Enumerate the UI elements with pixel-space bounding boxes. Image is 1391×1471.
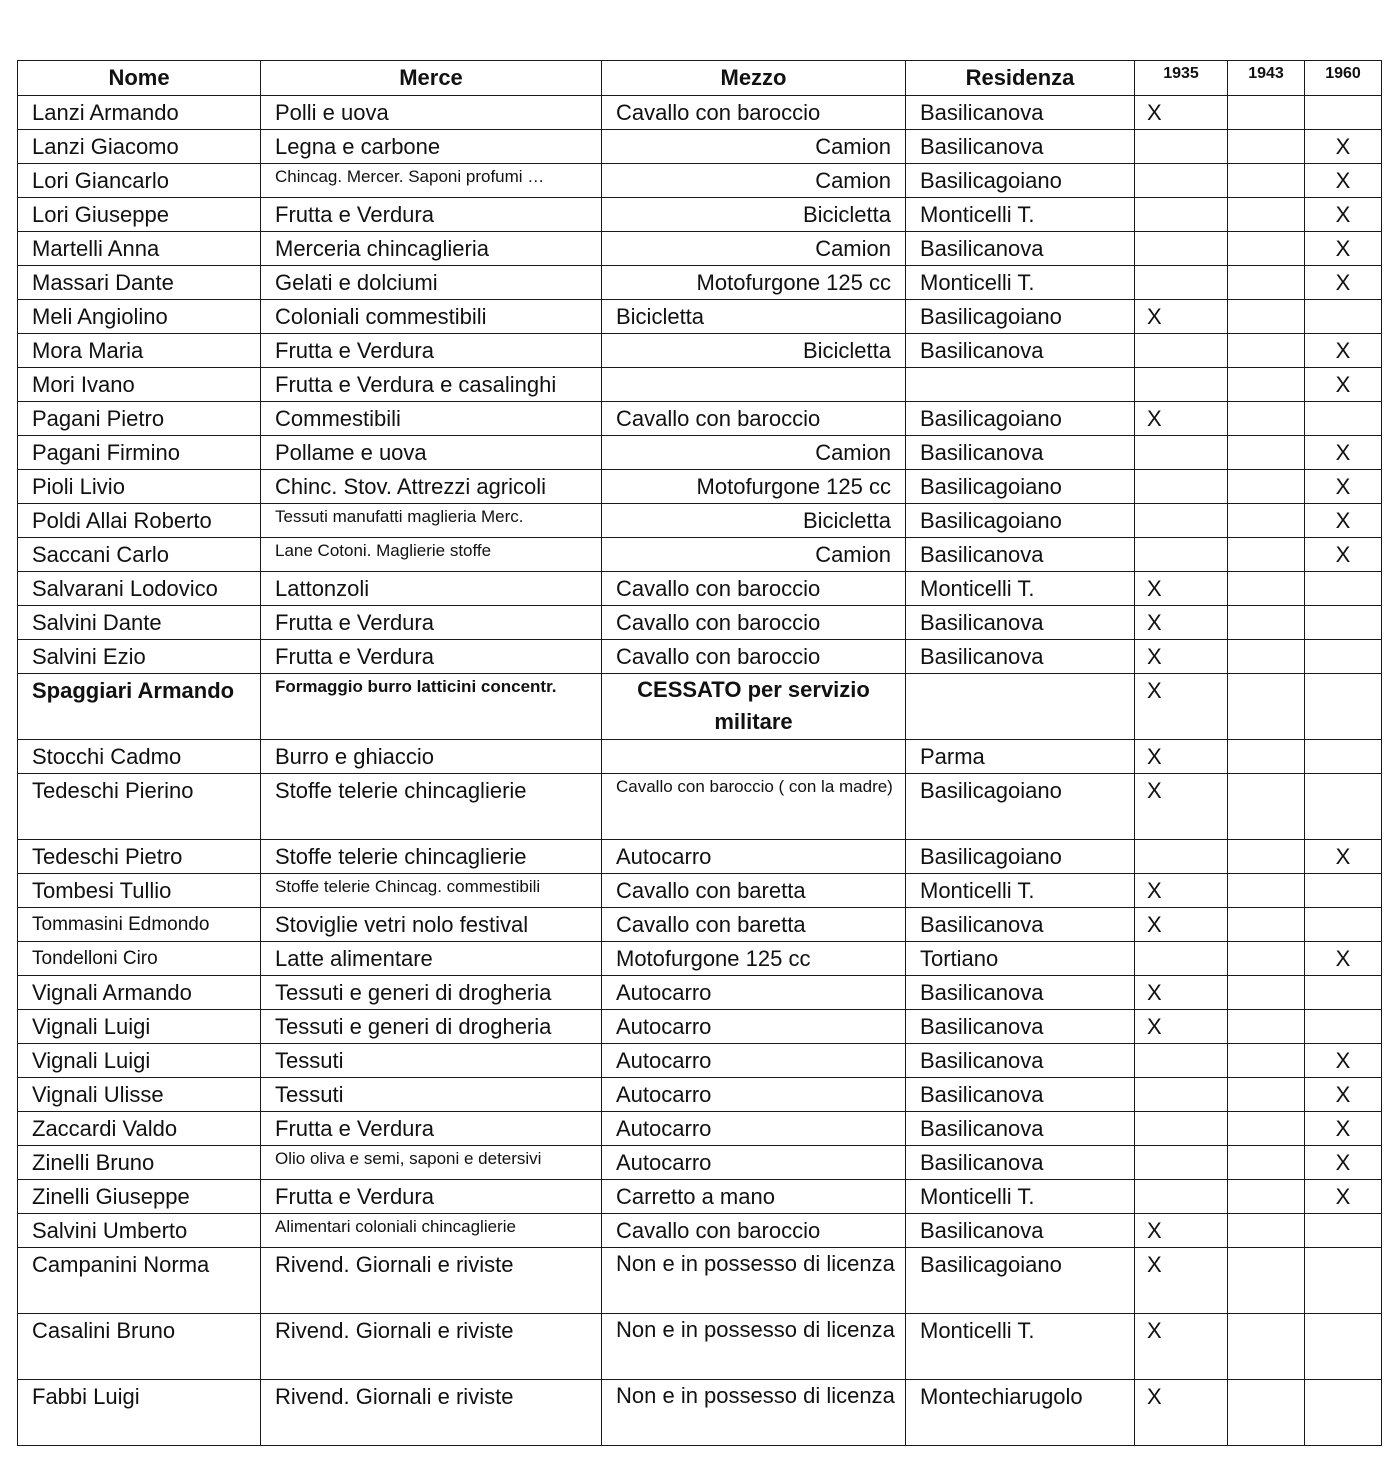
cell-y1935 bbox=[1135, 470, 1228, 504]
cell-y1960 bbox=[1305, 674, 1382, 740]
table-row bbox=[18, 504, 1382, 538]
cell-y1960: X bbox=[1305, 1180, 1382, 1214]
cell-y1960: X bbox=[1305, 1044, 1382, 1078]
table-row bbox=[18, 1010, 1382, 1044]
header-1943: 1943 bbox=[1228, 61, 1305, 96]
table-row bbox=[18, 1314, 1382, 1380]
cell-y1960: X bbox=[1305, 368, 1382, 402]
cell-y1943 bbox=[1228, 1380, 1305, 1446]
cell-merce: Commestibili bbox=[261, 402, 602, 436]
cell-nome: Lori Giancarlo bbox=[18, 164, 261, 198]
cell-y1943 bbox=[1228, 300, 1305, 334]
cell-y1935: X bbox=[1135, 402, 1228, 436]
cell-nome: Tommasini Edmondo bbox=[18, 908, 261, 942]
cell-mezzo: Bicicletta bbox=[602, 334, 906, 368]
cell-residenza: Basilicanova bbox=[906, 976, 1135, 1010]
cell-residenza: Basilicanova bbox=[906, 606, 1135, 640]
cell-y1943 bbox=[1228, 266, 1305, 300]
table-row bbox=[18, 232, 1382, 266]
cell-y1935 bbox=[1135, 504, 1228, 538]
cell-y1960 bbox=[1305, 1314, 1382, 1380]
cell-nome: Vignali Luigi bbox=[18, 1044, 261, 1078]
table-row bbox=[18, 334, 1382, 368]
table-row bbox=[18, 1078, 1382, 1112]
cell-mezzo: Cavallo con baroccio bbox=[602, 1214, 906, 1248]
cell-residenza: Basilicagoiano bbox=[906, 504, 1135, 538]
cell-merce: Tessuti manufatti maglieria Merc. bbox=[261, 504, 602, 538]
cell-merce: Polli e uova bbox=[261, 96, 602, 130]
cell-residenza bbox=[906, 674, 1135, 740]
cell-y1935 bbox=[1135, 1044, 1228, 1078]
cell-mezzo: Bicicletta bbox=[602, 198, 906, 232]
cell-y1960 bbox=[1305, 402, 1382, 436]
cell-mezzo: Bicicletta bbox=[602, 504, 906, 538]
cell-y1960 bbox=[1305, 1010, 1382, 1044]
table-row bbox=[18, 130, 1382, 164]
table-row bbox=[18, 538, 1382, 572]
cell-y1943 bbox=[1228, 740, 1305, 774]
table-row bbox=[18, 198, 1382, 232]
cell-mezzo: Camion bbox=[602, 130, 906, 164]
cell-y1935 bbox=[1135, 368, 1228, 402]
cell-y1943 bbox=[1228, 130, 1305, 164]
cell-mezzo: Autocarro bbox=[602, 976, 906, 1010]
cell-residenza: Basilicanova bbox=[906, 640, 1135, 674]
cell-y1935: X bbox=[1135, 1010, 1228, 1044]
cell-y1960: X bbox=[1305, 840, 1382, 874]
cell-nome: Saccani Carlo bbox=[18, 538, 261, 572]
table-row bbox=[18, 470, 1382, 504]
cell-nome: Mori Ivano bbox=[18, 368, 261, 402]
cell-y1960: X bbox=[1305, 130, 1382, 164]
cell-nome: Salvarani Lodovico bbox=[18, 572, 261, 606]
cell-y1935 bbox=[1135, 130, 1228, 164]
cell-y1935: X bbox=[1135, 1314, 1228, 1380]
cell-mezzo: Camion bbox=[602, 538, 906, 572]
cell-nome: Lori Giuseppe bbox=[18, 198, 261, 232]
cell-nome: Poldi Allai Roberto bbox=[18, 504, 261, 538]
cell-y1943 bbox=[1228, 572, 1305, 606]
cell-y1935 bbox=[1135, 840, 1228, 874]
cell-merce: Chinc. Stov. Attrezzi agricoli bbox=[261, 470, 602, 504]
cell-y1960: X bbox=[1305, 470, 1382, 504]
cell-mezzo: Bicicletta bbox=[602, 300, 906, 334]
cell-nome: Pioli Livio bbox=[18, 470, 261, 504]
cell-y1960 bbox=[1305, 1214, 1382, 1248]
cell-y1943 bbox=[1228, 504, 1305, 538]
table-row bbox=[18, 942, 1382, 976]
cell-y1943 bbox=[1228, 1214, 1305, 1248]
cell-y1943 bbox=[1228, 1010, 1305, 1044]
cell-y1960 bbox=[1305, 908, 1382, 942]
cell-merce: Latte alimentare bbox=[261, 942, 602, 976]
cell-y1935: X bbox=[1135, 908, 1228, 942]
cell-y1960: X bbox=[1305, 538, 1382, 572]
cell-residenza: Basilicanova bbox=[906, 908, 1135, 942]
cell-nome: Massari Dante bbox=[18, 266, 261, 300]
cell-y1935: X bbox=[1135, 1380, 1228, 1446]
cell-y1943 bbox=[1228, 774, 1305, 840]
cell-residenza: Basilicagoiano bbox=[906, 300, 1135, 334]
cell-residenza: Basilicanova bbox=[906, 130, 1135, 164]
cell-y1960: X bbox=[1305, 942, 1382, 976]
table-row bbox=[18, 96, 1382, 130]
cell-nome: Tedeschi Pietro bbox=[18, 840, 261, 874]
cell-mezzo: Cavallo con baroccio bbox=[602, 96, 906, 130]
cell-y1935: X bbox=[1135, 1248, 1228, 1314]
cell-residenza: Basilicanova bbox=[906, 1044, 1135, 1078]
cell-y1943 bbox=[1228, 674, 1305, 740]
cell-y1935: X bbox=[1135, 300, 1228, 334]
cell-y1960: X bbox=[1305, 198, 1382, 232]
cell-mezzo: Non e in possesso di licenza bbox=[602, 1380, 906, 1446]
cell-merce: Frutta e Verdura bbox=[261, 334, 602, 368]
table-row bbox=[18, 1380, 1382, 1446]
cell-y1960 bbox=[1305, 740, 1382, 774]
cell-merce: Stoviglie vetri nolo festival bbox=[261, 908, 602, 942]
cell-merce: Stoffe telerie chincaglierie bbox=[261, 840, 602, 874]
cell-residenza: Basilicagoiano bbox=[906, 1248, 1135, 1314]
cell-residenza: Monticelli T. bbox=[906, 1180, 1135, 1214]
cell-merce: Merceria chincaglieria bbox=[261, 232, 602, 266]
cell-mezzo: Motofurgone 125 cc bbox=[602, 266, 906, 300]
table-row bbox=[18, 1214, 1382, 1248]
cell-mezzo: Autocarro bbox=[602, 1078, 906, 1112]
table-row bbox=[18, 976, 1382, 1010]
table-row bbox=[18, 840, 1382, 874]
cell-merce: Chincag. Mercer. Saponi profumi … bbox=[261, 164, 602, 198]
table-row bbox=[18, 674, 1382, 740]
cell-y1960 bbox=[1305, 640, 1382, 674]
cell-residenza: Basilicanova bbox=[906, 436, 1135, 470]
cell-nome: Tondelloni Ciro bbox=[18, 942, 261, 976]
cell-mezzo: Cavallo con baroccio ( con la madre) bbox=[602, 774, 906, 840]
cell-mezzo: Cavallo con baretta bbox=[602, 874, 906, 908]
cell-y1935: X bbox=[1135, 976, 1228, 1010]
cell-y1943 bbox=[1228, 96, 1305, 130]
header-1935: 1935 bbox=[1135, 61, 1228, 96]
cell-residenza: Monticelli T. bbox=[906, 266, 1135, 300]
cell-merce: Rivend. Giornali e riviste bbox=[261, 1380, 602, 1446]
table-row bbox=[18, 402, 1382, 436]
cell-nome: Fabbi Luigi bbox=[18, 1380, 261, 1446]
cell-residenza: Basilicagoiano bbox=[906, 840, 1135, 874]
cell-merce: Gelati e dolciumi bbox=[261, 266, 602, 300]
table-row bbox=[18, 300, 1382, 334]
cell-merce: Lattonzoli bbox=[261, 572, 602, 606]
header-mezzo: Mezzo bbox=[602, 61, 906, 96]
cell-y1960: X bbox=[1305, 504, 1382, 538]
cell-nome: Zinelli Giuseppe bbox=[18, 1180, 261, 1214]
cell-y1943 bbox=[1228, 840, 1305, 874]
cell-merce: Pollame e uova bbox=[261, 436, 602, 470]
cell-residenza: Basilicanova bbox=[906, 334, 1135, 368]
cell-y1960: X bbox=[1305, 266, 1382, 300]
cell-merce: Legna e carbone bbox=[261, 130, 602, 164]
header-nome: Nome bbox=[18, 61, 261, 96]
header-merce: Merce bbox=[261, 61, 602, 96]
cell-merce: Burro e ghiaccio bbox=[261, 740, 602, 774]
cell-y1960: X bbox=[1305, 232, 1382, 266]
cell-y1935 bbox=[1135, 164, 1228, 198]
cell-residenza: Tortiano bbox=[906, 942, 1135, 976]
cell-nome: Salvini Umberto bbox=[18, 1214, 261, 1248]
cell-mezzo: Autocarro bbox=[602, 1112, 906, 1146]
cell-y1960 bbox=[1305, 572, 1382, 606]
cell-nome: Campanini Norma bbox=[18, 1248, 261, 1314]
cell-y1943 bbox=[1228, 942, 1305, 976]
table-row bbox=[18, 368, 1382, 402]
cell-mezzo: Camion bbox=[602, 436, 906, 470]
cell-y1935 bbox=[1135, 198, 1228, 232]
cell-y1943 bbox=[1228, 1180, 1305, 1214]
cell-nome: Lanzi Armando bbox=[18, 96, 261, 130]
cell-mezzo: Cavallo con baroccio bbox=[602, 402, 906, 436]
table-row bbox=[18, 640, 1382, 674]
cell-mezzo: Camion bbox=[602, 232, 906, 266]
cell-y1935 bbox=[1135, 1112, 1228, 1146]
cell-residenza: Basilicagoiano bbox=[906, 470, 1135, 504]
cell-mezzo: Motofurgone 125 cc bbox=[602, 942, 906, 976]
cell-residenza: Montechiarugolo bbox=[906, 1380, 1135, 1446]
table-row bbox=[18, 436, 1382, 470]
cell-y1943 bbox=[1228, 470, 1305, 504]
cell-y1960 bbox=[1305, 96, 1382, 130]
cell-nome: Lanzi Giacomo bbox=[18, 130, 261, 164]
table-row bbox=[18, 1112, 1382, 1146]
cell-merce: Lane Cotoni. Maglierie stoffe bbox=[261, 538, 602, 572]
cell-y1943 bbox=[1228, 976, 1305, 1010]
cell-residenza: Basilicagoiano bbox=[906, 774, 1135, 840]
cell-y1943 bbox=[1228, 1248, 1305, 1314]
cell-y1935: X bbox=[1135, 774, 1228, 840]
cell-y1960: X bbox=[1305, 436, 1382, 470]
cell-y1935: X bbox=[1135, 606, 1228, 640]
cell-y1935: X bbox=[1135, 572, 1228, 606]
cell-y1943 bbox=[1228, 874, 1305, 908]
cell-residenza: Basilicanova bbox=[906, 1078, 1135, 1112]
cell-nome: Zaccardi Valdo bbox=[18, 1112, 261, 1146]
cell-mezzo: Autocarro bbox=[602, 1010, 906, 1044]
cell-y1943 bbox=[1228, 908, 1305, 942]
cell-y1935 bbox=[1135, 232, 1228, 266]
cell-residenza: Basilicanova bbox=[906, 232, 1135, 266]
cell-merce: Rivend. Giornali e riviste bbox=[261, 1314, 602, 1380]
cell-y1935: X bbox=[1135, 674, 1228, 740]
cell-y1960: X bbox=[1305, 334, 1382, 368]
cell-y1943 bbox=[1228, 164, 1305, 198]
table-body bbox=[18, 96, 1382, 1446]
cell-y1943 bbox=[1228, 198, 1305, 232]
cell-y1935 bbox=[1135, 436, 1228, 470]
cell-mezzo bbox=[602, 368, 906, 402]
cell-mezzo: Cavallo con baroccio bbox=[602, 572, 906, 606]
cell-mezzo: Autocarro bbox=[602, 1146, 906, 1180]
cell-y1960 bbox=[1305, 774, 1382, 840]
cell-mezzo: Motofurgone 125 cc bbox=[602, 470, 906, 504]
cell-nome: Tedeschi Pierino bbox=[18, 774, 261, 840]
cell-merce: Frutta e Verdura e casalinghi bbox=[261, 368, 602, 402]
cell-nome: Mora Maria bbox=[18, 334, 261, 368]
cell-mezzo: Camion bbox=[602, 164, 906, 198]
cell-residenza: Basilicanova bbox=[906, 538, 1135, 572]
cell-merce: Stoffe telerie chincaglierie bbox=[261, 774, 602, 840]
table-row bbox=[18, 1248, 1382, 1314]
cell-residenza: Basilicanova bbox=[906, 1146, 1135, 1180]
table-row bbox=[18, 572, 1382, 606]
cell-y1935: X bbox=[1135, 740, 1228, 774]
cell-mezzo: Autocarro bbox=[602, 840, 906, 874]
cell-y1943 bbox=[1228, 1146, 1305, 1180]
cell-y1943 bbox=[1228, 1112, 1305, 1146]
cell-merce: Rivend. Giornali e riviste bbox=[261, 1248, 602, 1314]
cell-residenza: Monticelli T. bbox=[906, 874, 1135, 908]
cell-y1935 bbox=[1135, 266, 1228, 300]
cell-y1943 bbox=[1228, 1078, 1305, 1112]
header-row bbox=[18, 61, 1382, 96]
table-row bbox=[18, 266, 1382, 300]
cell-y1935: X bbox=[1135, 1214, 1228, 1248]
cell-nome: Martelli Anna bbox=[18, 232, 261, 266]
cell-merce: Frutta e Verdura bbox=[261, 640, 602, 674]
cell-mezzo: Autocarro bbox=[602, 1044, 906, 1078]
cell-nome: Zinelli Bruno bbox=[18, 1146, 261, 1180]
cell-nome: Spaggiari Armando bbox=[18, 674, 261, 740]
cell-nome: Salvini Ezio bbox=[18, 640, 261, 674]
cell-residenza: Monticelli T. bbox=[906, 1314, 1135, 1380]
cell-y1960 bbox=[1305, 1248, 1382, 1314]
cell-y1960: X bbox=[1305, 1078, 1382, 1112]
cell-mezzo: Cavallo con baroccio bbox=[602, 640, 906, 674]
cell-y1943 bbox=[1228, 232, 1305, 266]
cell-merce: Olio oliva e semi, saponi e detersivi bbox=[261, 1146, 602, 1180]
cell-residenza: Basilicagoiano bbox=[906, 164, 1135, 198]
cell-y1943 bbox=[1228, 334, 1305, 368]
cell-nome: Vignali Luigi bbox=[18, 1010, 261, 1044]
cell-residenza: Parma bbox=[906, 740, 1135, 774]
cell-nome: Pagani Pietro bbox=[18, 402, 261, 436]
cell-y1935: X bbox=[1135, 874, 1228, 908]
cell-y1935 bbox=[1135, 1078, 1228, 1112]
cell-y1943 bbox=[1228, 368, 1305, 402]
cell-nome: Vignali Ulisse bbox=[18, 1078, 261, 1112]
cell-y1935 bbox=[1135, 538, 1228, 572]
cell-mezzo: Carretto a mano bbox=[602, 1180, 906, 1214]
cell-merce: Tessuti e generi di drogheria bbox=[261, 976, 602, 1010]
cell-mezzo: CESSATO per servizio militare bbox=[602, 674, 906, 740]
table-row bbox=[18, 874, 1382, 908]
cell-residenza: Monticelli T. bbox=[906, 572, 1135, 606]
cell-y1935 bbox=[1135, 1180, 1228, 1214]
cell-residenza: Basilicanova bbox=[906, 1214, 1135, 1248]
cell-residenza: Basilicagoiano bbox=[906, 402, 1135, 436]
cell-merce: Tessuti e generi di drogheria bbox=[261, 1010, 602, 1044]
table-row bbox=[18, 740, 1382, 774]
header-1960: 1960 bbox=[1305, 61, 1382, 96]
cell-nome: Casalini Bruno bbox=[18, 1314, 261, 1380]
cell-merce: Frutta e Verdura bbox=[261, 1180, 602, 1214]
cell-mezzo: Non e in possesso di licenza bbox=[602, 1314, 906, 1380]
cell-residenza: Basilicanova bbox=[906, 1010, 1135, 1044]
cell-residenza bbox=[906, 368, 1135, 402]
cell-nome: Pagani Firmino bbox=[18, 436, 261, 470]
cell-merce: Coloniali commestibili bbox=[261, 300, 602, 334]
cell-nome: Tombesi Tullio bbox=[18, 874, 261, 908]
table-row bbox=[18, 606, 1382, 640]
cell-residenza: Basilicanova bbox=[906, 1112, 1135, 1146]
cell-y1943 bbox=[1228, 538, 1305, 572]
table-row bbox=[18, 908, 1382, 942]
cell-merce: Tessuti bbox=[261, 1044, 602, 1078]
cell-y1943 bbox=[1228, 1044, 1305, 1078]
cell-mezzo: Non e in possesso di licenza bbox=[602, 1248, 906, 1314]
cell-merce: Frutta e Verdura bbox=[261, 606, 602, 640]
cell-merce: Tessuti bbox=[261, 1078, 602, 1112]
cell-y1935 bbox=[1135, 1146, 1228, 1180]
table-row bbox=[18, 1180, 1382, 1214]
cell-nome: Stocchi Cadmo bbox=[18, 740, 261, 774]
cell-y1943 bbox=[1228, 402, 1305, 436]
cell-merce: Formaggio burro latticini concentr. bbox=[261, 674, 602, 740]
cell-mezzo: Cavallo con baroccio bbox=[602, 606, 906, 640]
cell-nome: Vignali Armando bbox=[18, 976, 261, 1010]
cell-y1935 bbox=[1135, 334, 1228, 368]
cell-y1960 bbox=[1305, 1380, 1382, 1446]
cell-mezzo: Cavallo con baretta bbox=[602, 908, 906, 942]
cell-y1960: X bbox=[1305, 1112, 1382, 1146]
cell-y1960 bbox=[1305, 874, 1382, 908]
cell-y1935: X bbox=[1135, 96, 1228, 130]
cell-y1960 bbox=[1305, 976, 1382, 1010]
merchants-table bbox=[17, 60, 1382, 1446]
table-row bbox=[18, 774, 1382, 840]
cell-y1960: X bbox=[1305, 1146, 1382, 1180]
table-row bbox=[18, 1044, 1382, 1078]
table-row bbox=[18, 1146, 1382, 1180]
cell-y1943 bbox=[1228, 436, 1305, 470]
cell-y1960: X bbox=[1305, 164, 1382, 198]
cell-merce: Frutta e Verdura bbox=[261, 198, 602, 232]
cell-y1935: X bbox=[1135, 640, 1228, 674]
cell-merce: Stoffe telerie Chincag. commestibili bbox=[261, 874, 602, 908]
cell-y1935 bbox=[1135, 942, 1228, 976]
cell-y1943 bbox=[1228, 606, 1305, 640]
header-residenza: Residenza bbox=[906, 61, 1135, 96]
table-row bbox=[18, 164, 1382, 198]
cell-mezzo bbox=[602, 740, 906, 774]
cell-merce: Alimentari coloniali chincaglierie bbox=[261, 1214, 602, 1248]
cell-nome: Meli Angiolino bbox=[18, 300, 261, 334]
cell-y1943 bbox=[1228, 640, 1305, 674]
cell-y1960 bbox=[1305, 300, 1382, 334]
cell-nome: Salvini Dante bbox=[18, 606, 261, 640]
cell-merce: Frutta e Verdura bbox=[261, 1112, 602, 1146]
cell-y1943 bbox=[1228, 1314, 1305, 1380]
cell-residenza: Basilicanova bbox=[906, 96, 1135, 130]
cell-y1960 bbox=[1305, 606, 1382, 640]
cell-residenza: Monticelli T. bbox=[906, 198, 1135, 232]
